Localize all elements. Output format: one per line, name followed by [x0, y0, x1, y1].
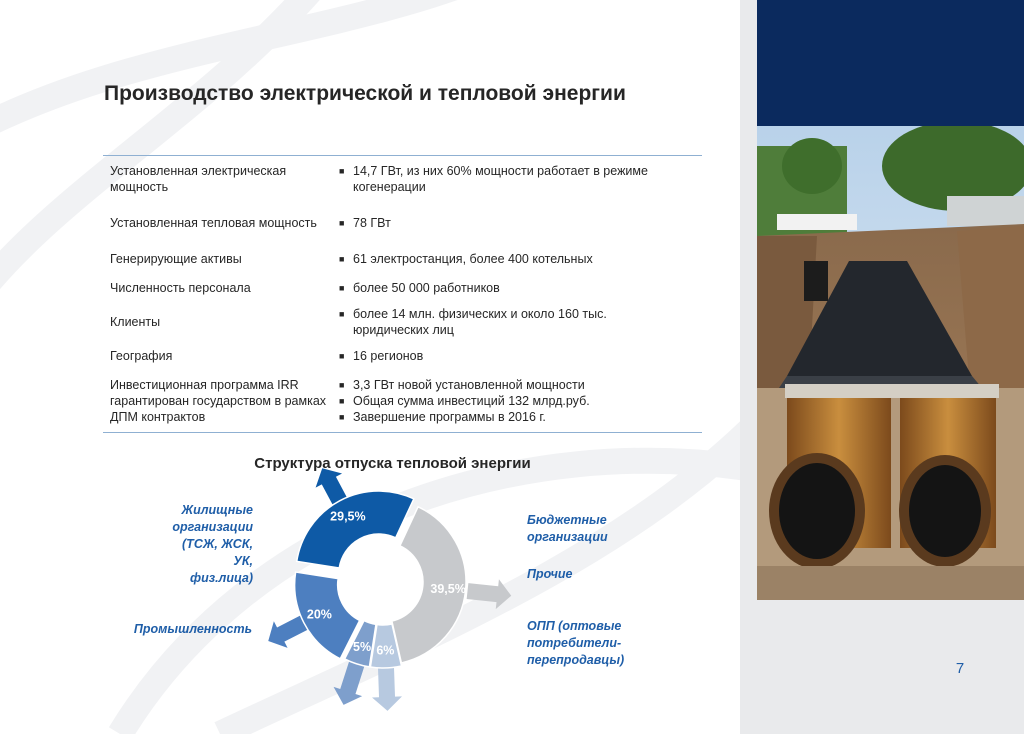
legend-label-housing: Жилищные организации (ТСЖ, ЖСК, УК, физ.лица): [172, 503, 253, 585]
slice-arrow: [372, 667, 402, 711]
slice-arrow: [467, 579, 512, 609]
slice-value-label: 20%: [306, 607, 332, 622]
page-number: 7: [955, 660, 965, 677]
bullet-icon: ■: [339, 396, 345, 406]
donut-slice: [297, 491, 414, 568]
row-label: Установленная тепловая мощность: [110, 216, 317, 230]
slice-arrow: [334, 660, 365, 704]
row-value: ■ 3,3 ГВт новой установленной мощности ■ Общая сумма инвестиций 132 млрд.руб. ■ Завершение программы в 2016 г.: [339, 378, 590, 424]
pipeline-trench-photo: [757, 126, 1024, 600]
bullet-icon: ■: [339, 380, 345, 390]
header-color-block: [757, 0, 1024, 126]
bullet-icon: ■: [339, 351, 345, 361]
slice-value-label: 29,5%: [330, 509, 366, 524]
row-value: ■ более 50 000 работников: [339, 281, 500, 295]
legend-label-budget: Бюджетные организации: [527, 513, 608, 544]
chart-title: Структура отпуска тепловой энергии: [254, 455, 531, 472]
slice-value-label: 39,5%: [430, 581, 466, 596]
row-label: Генерирующие активы: [110, 252, 242, 266]
slice-value-label: 5%: [353, 640, 372, 655]
bullet-icon: ■: [339, 283, 345, 293]
row-label: Инвестиционная программа IRR гарантирован государством в рамках ДПМ контрактов: [110, 378, 327, 424]
slide-title: Производство электрической и тепловой энергии: [104, 82, 626, 105]
row-label: Клиенты: [110, 315, 161, 329]
row-value: ■ 61 электростанция, более 400 котельных: [339, 252, 593, 266]
slice-value-label: 6%: [376, 643, 395, 658]
bullet-icon: ■: [339, 412, 345, 422]
row-value: ■ 14,7 ГВт, из них 60% мощности работает в режиме когенерации: [339, 164, 648, 194]
row-label: Установленная электрическая мощность: [110, 164, 287, 194]
row-label: Численность персонала: [110, 281, 251, 295]
bullet-icon: ■: [339, 166, 345, 176]
legend-label-wholesale: ОПП (оптовые потребители- перепродавцы): [527, 619, 625, 667]
bullet-icon: ■: [339, 218, 345, 228]
row-label: География: [110, 349, 173, 363]
legend-label-industry: Промышленность: [133, 622, 252, 636]
row-value: ■ более 14 млн. физических и около 160 тыс. юридических лиц: [339, 307, 607, 337]
row-value: ■ 16 регионов: [339, 349, 424, 363]
row-value: ■ 78 ГВт: [339, 216, 391, 230]
bullet-icon: ■: [339, 254, 345, 264]
legend-label-other: Прочие: [527, 567, 573, 581]
bullet-icon: ■: [339, 309, 345, 319]
